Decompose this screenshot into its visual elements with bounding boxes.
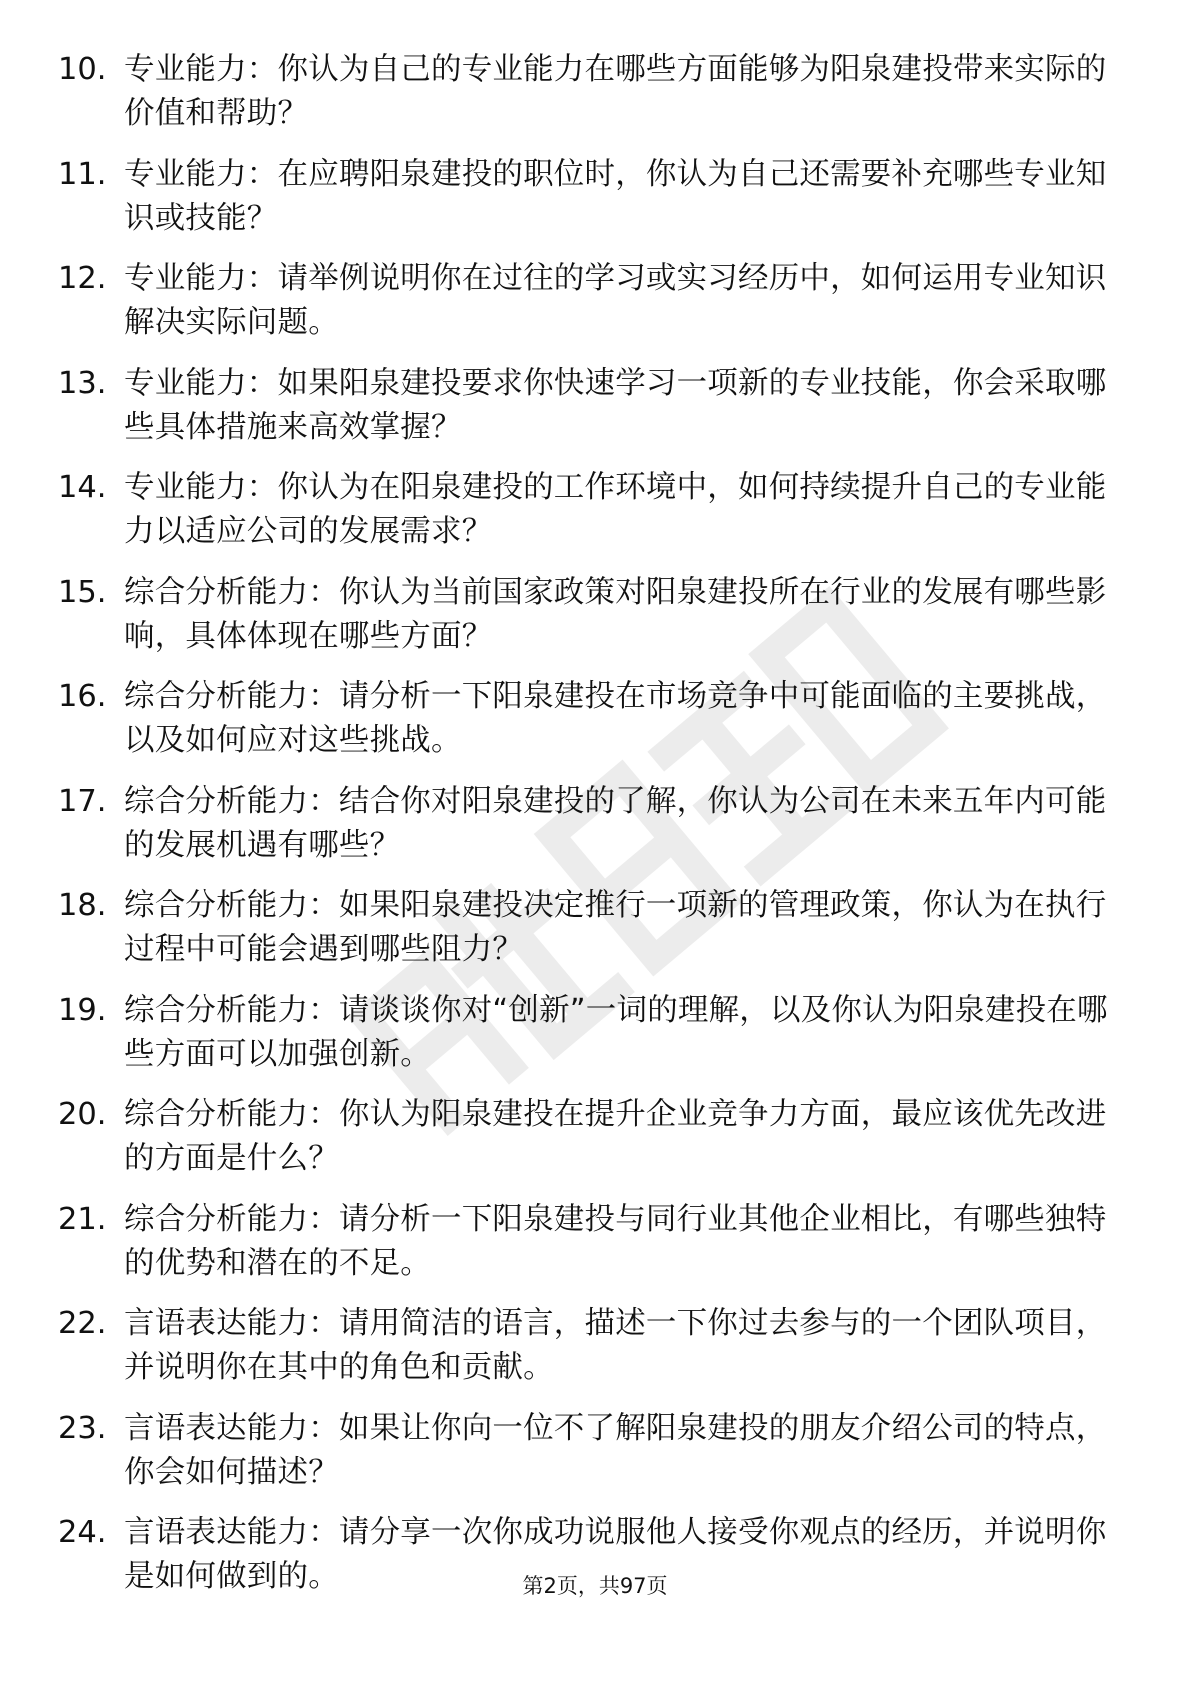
question-item (58, 1093, 1118, 1181)
question-item (58, 257, 1118, 345)
question-text: 专业能力：你认为在阳泉建投的工作环境中，如何持续提升自己的专业能力以适应公司的发展需求？ (124, 470, 1107, 549)
question-item (58, 362, 1118, 450)
question-item (58, 1407, 1118, 1495)
question-text: 综合分析能力：你认为阳泉建投在提升企业竞争力方面，最应该优先改进的方面是什么？ (124, 1097, 1107, 1176)
question-number: 18. (58, 888, 107, 923)
question-item (58, 780, 1118, 868)
question-number: 22. (58, 1306, 107, 1341)
page-number-footer: 第2页，共97页 (522, 1574, 668, 1598)
question-number: 11. (58, 156, 107, 192)
question-number: 15. (58, 574, 107, 610)
question-number: 10. (58, 52, 107, 87)
question-item (58, 989, 1118, 1077)
question-number: 21. (58, 1201, 107, 1237)
question-text: 专业能力：如果阳泉建投要求你快速学习一项新的专业技能，你会采取哪些具体措施来高效掌握？ (124, 365, 1107, 445)
question-text: 言语表达能力：请用简洁的语言，描述一下你过去参与的一个团队项目，并说明你在其中的角色和贡献。 (124, 1306, 1107, 1385)
question-item (58, 1198, 1118, 1286)
question-text: 综合分析能力：请分析一下阳泉建投与同行业其他企业相比，有哪些独特的优势和潜在的不足。 (124, 1201, 1107, 1281)
question-text: 综合分析能力：结合你对阳泉建投的了解，你认为公司在未来五年内可能的发展机遇有哪些？ (124, 783, 1107, 863)
question-number: 17. (58, 783, 107, 819)
question-number: 16. (58, 679, 107, 714)
question-text: 言语表达能力：请分享一次你成功说服他人接受你观点的经历，并说明你是如何做到的。 (124, 1515, 1107, 1594)
question-number: 19. (58, 992, 107, 1028)
question-text: 专业能力：你认为自己的专业能力在哪些方面能够为阳泉建投带来实际的价值和帮助？ (124, 52, 1107, 131)
question-number: 23. (58, 1410, 107, 1446)
question-list (58, 48, 1118, 1616)
question-number: 14. (58, 470, 107, 505)
question-text: 综合分析能力：请分析一下阳泉建投在市场竞争中可能面临的主要挑战，以及如何应对这些挑战。 (124, 679, 1107, 758)
question-text: 言语表达能力：如果让你向一位不了解阳泉建投的朋友介绍公司的特点，你会如何描述？ (124, 1410, 1107, 1490)
question-item (58, 675, 1118, 763)
question-item (58, 48, 1118, 136)
question-text: 专业能力：请举例说明你在过往的学习或实习经历中，如何运用专业知识解决实际问题。 (124, 261, 1107, 340)
question-number: 13. (58, 365, 107, 401)
question-item (58, 466, 1118, 554)
question-text: 综合分析能力：你认为当前国家政策对阳泉建投所在行业的发展有哪些影响，具体体现在哪些方面？ (124, 574, 1107, 654)
question-number: 20. (58, 1097, 107, 1132)
question-item (58, 571, 1118, 659)
question-item (58, 884, 1118, 972)
question-text: 综合分析能力：如果阳泉建投决定推行一项新的管理政策，你认为在执行过程中可能会遇到哪些阻力？ (124, 888, 1107, 967)
question-item (58, 1302, 1118, 1390)
question-text: 专业能力：在应聘阳泉建投的职位时，你认为自己还需要补充哪些专业知识或技能？ (124, 156, 1107, 236)
question-number: 12. (58, 261, 107, 296)
question-text: 综合分析能力：请谈谈你对“创新”一词的理解，以及你认为阳泉建投在哪些方面可以加强创新。 (124, 992, 1108, 1072)
question-number: 24. (58, 1515, 107, 1550)
question-item (58, 153, 1118, 241)
